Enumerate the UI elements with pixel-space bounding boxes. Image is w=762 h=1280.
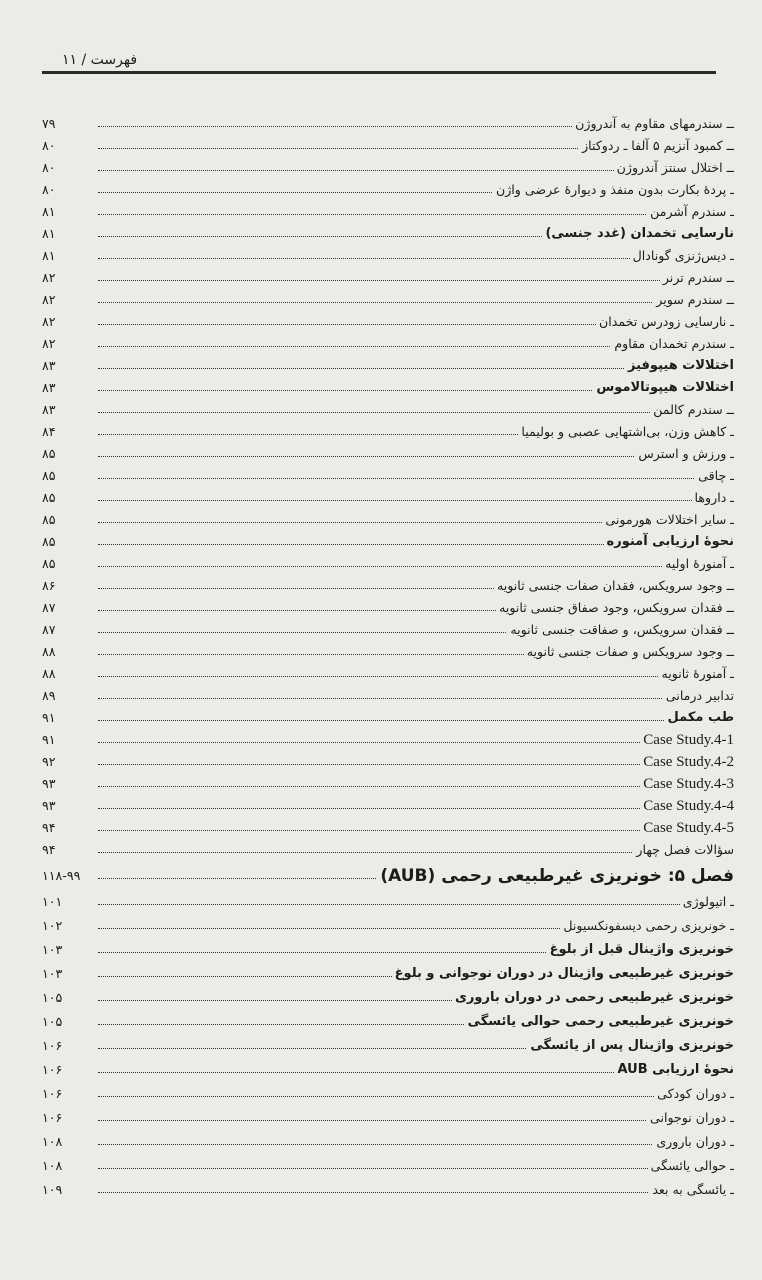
toc-section-heading bbox=[0, 987, 762, 1009]
toc-section-heading bbox=[0, 939, 762, 961]
toc-entry-page: ۸۴ bbox=[42, 421, 59, 443]
toc-entry bbox=[0, 267, 762, 289]
toc-entry-title: ـ سایر اختلالات هورمونی bbox=[602, 509, 734, 531]
toc-entry bbox=[0, 641, 762, 663]
dot-leader bbox=[98, 904, 734, 905]
toc-entry bbox=[0, 333, 762, 355]
toc-section-heading bbox=[0, 1011, 762, 1033]
dot-leader bbox=[98, 280, 734, 281]
toc-entry-title: ـ دوران باروری bbox=[653, 1131, 734, 1153]
toc-entry-page: ۸۸ bbox=[42, 663, 59, 685]
toc-entry-page: ۸۰ bbox=[42, 179, 59, 201]
dot-leader bbox=[98, 1144, 734, 1145]
dot-leader bbox=[98, 698, 734, 699]
dot-leader bbox=[98, 742, 734, 743]
toc-entry-page: ۸۲ bbox=[42, 267, 59, 289]
toc-entry-page: ۸۵ bbox=[42, 509, 59, 531]
toc-entry bbox=[0, 619, 762, 641]
toc-entry-title: ــ وجود سرویکس و صفات جنسی ثانویه bbox=[524, 641, 734, 663]
toc-entry-title: Case Study.4-2 bbox=[640, 751, 734, 773]
toc-entry-title: خونریزی واژینال قبل از بلوغ bbox=[547, 939, 734, 961]
dot-leader bbox=[98, 720, 734, 721]
toc-entry-page: ۹۲ bbox=[42, 751, 59, 773]
toc-entry bbox=[0, 1131, 762, 1153]
toc-entry-page: ۸۰ bbox=[42, 157, 59, 179]
toc-entry bbox=[0, 179, 762, 201]
toc-entry-page: ۸۰ bbox=[42, 135, 59, 157]
toc-entry-page: ۹۴ bbox=[42, 839, 59, 861]
toc-entry bbox=[0, 245, 762, 267]
toc-entry-title: ــ سندرم کالمن bbox=[650, 399, 734, 421]
toc-entry-title: ـ اتیولوژی bbox=[680, 891, 734, 913]
toc-section-heading bbox=[0, 1035, 762, 1057]
toc-entry-title: ـ چاقی bbox=[695, 465, 734, 487]
toc-section-heading bbox=[0, 1059, 762, 1081]
toc-entry bbox=[0, 1107, 762, 1129]
toc-entry bbox=[0, 443, 762, 465]
dot-leader bbox=[98, 1192, 734, 1193]
toc-entry-title: ـ ورزش و استرس bbox=[635, 443, 734, 465]
toc-entry-title: ــ کمبود آنزیم ۵ آلفا ـ ردوکتاز bbox=[579, 135, 734, 157]
toc-entry-title: خونریزی غیرطبیعی رحمی در دوران باروری bbox=[452, 987, 734, 1009]
toc-entry-page: ۱۱۸-۹۹ bbox=[42, 865, 83, 887]
toc-entry bbox=[0, 575, 762, 597]
toc-entry bbox=[0, 729, 762, 751]
toc-entry bbox=[0, 553, 762, 575]
toc-entry-title: Case Study.4-4 bbox=[640, 795, 734, 817]
toc-entry-page: ۱۰۱ bbox=[42, 891, 65, 913]
toc-entry-page: ۹۳ bbox=[42, 773, 59, 795]
toc-entry-page: ۸۳ bbox=[42, 399, 59, 421]
toc-section-heading bbox=[0, 707, 762, 729]
toc-entry bbox=[0, 663, 762, 685]
dot-leader bbox=[98, 808, 734, 809]
toc-entry-title: ـ خونریزی رحمی دیسفونکسیونل bbox=[560, 915, 734, 937]
toc-entry-title: ـ سندرم آشرمن bbox=[647, 201, 734, 223]
toc-entry-page: ۱۰۸ bbox=[42, 1155, 65, 1177]
header-rule bbox=[42, 71, 716, 74]
toc-entry bbox=[0, 113, 762, 135]
toc-entry-title: نحوهٔ ارزیابی AUB bbox=[615, 1059, 735, 1081]
dot-leader bbox=[98, 830, 734, 831]
toc-entry bbox=[0, 839, 762, 861]
toc-entry-page: ۹۳ bbox=[42, 795, 59, 817]
toc-entry-page: ۸۶ bbox=[42, 575, 59, 597]
toc-entry-page: ۸۲ bbox=[42, 289, 59, 311]
toc-entry bbox=[0, 311, 762, 333]
toc-entry-title: ــ سندرم سویر bbox=[653, 289, 734, 311]
toc-entry bbox=[0, 421, 762, 443]
toc-entry-title: ـ داروها bbox=[692, 487, 734, 509]
toc-entry bbox=[0, 289, 762, 311]
toc-entry-page: ۹۱ bbox=[42, 707, 59, 729]
toc-entry-title: ـ یائسگی به بعد bbox=[649, 1179, 734, 1201]
toc-entry-title: ـ حوالی یائسگی bbox=[648, 1155, 734, 1177]
toc-entry-title: خونریزی غیرطبیعی رحمی حوالی یائسگی bbox=[465, 1011, 734, 1033]
toc-section-heading bbox=[0, 963, 762, 985]
toc-entry-page: ۸۵ bbox=[42, 531, 59, 553]
toc-section-heading bbox=[0, 377, 762, 399]
toc-entry-title: ـ آمنورهٔ اولیه bbox=[662, 553, 734, 575]
toc-entry-title: خونریزی غیرطبیعی واژینال در دوران نوجوانی و بلوغ bbox=[392, 963, 734, 985]
toc-entry bbox=[0, 773, 762, 795]
dot-leader bbox=[98, 786, 734, 787]
toc-entry-page: ۸۵ bbox=[42, 487, 59, 509]
toc-entry-title: ــ سندرمهای مقاوم به آندروژن bbox=[572, 113, 734, 135]
toc-entry bbox=[0, 201, 762, 223]
toc-entry-title: تدابیر درمانی bbox=[663, 685, 734, 707]
toc-entry-title: اختلالات هیپوفیز bbox=[625, 355, 734, 377]
toc-entry-title: ــ اختلال سنتز آندروژن bbox=[614, 157, 734, 179]
dot-leader bbox=[98, 302, 734, 303]
toc-chapter-heading bbox=[0, 865, 762, 887]
toc-entry-page: ۱۰۵ bbox=[42, 1011, 65, 1033]
dot-leader bbox=[98, 1096, 734, 1097]
toc-section-heading bbox=[0, 531, 762, 553]
toc-section-heading bbox=[0, 223, 762, 245]
toc-entry-title: ـ دوران کودکی bbox=[654, 1083, 734, 1105]
toc-entry bbox=[0, 399, 762, 421]
toc-entry-title: ـ نارسایی زودرس تخمدان bbox=[596, 311, 734, 333]
toc-entry-page: ۱۰۶ bbox=[42, 1059, 65, 1081]
toc-entry bbox=[0, 751, 762, 773]
toc-entry bbox=[0, 1083, 762, 1105]
dot-leader bbox=[98, 412, 734, 413]
toc-entry-page: ۷۹ bbox=[42, 113, 59, 135]
dot-leader bbox=[98, 676, 734, 677]
toc-entry-page: ۱۰۶ bbox=[42, 1035, 65, 1057]
page-header bbox=[62, 52, 706, 68]
toc-entry bbox=[0, 465, 762, 487]
toc-entry-page: ۸۳ bbox=[42, 377, 59, 399]
toc-entry-page: ۱۰۸ bbox=[42, 1131, 65, 1153]
toc-entry-page: ۱۰۵ bbox=[42, 987, 65, 1009]
toc-entry-title: ـ دوران نوجوانی bbox=[647, 1107, 734, 1129]
toc-entry bbox=[0, 915, 762, 937]
header-title: فهرست / ۱۱ bbox=[62, 52, 138, 68]
toc-entry bbox=[0, 509, 762, 531]
toc-entry-page: ۸۳ bbox=[42, 355, 59, 377]
toc-entry-page: ۹۴ bbox=[42, 817, 59, 839]
dot-leader bbox=[98, 1168, 734, 1169]
dot-leader bbox=[98, 500, 734, 501]
toc-entry bbox=[0, 157, 762, 179]
toc-entry-page: ۸۱ bbox=[42, 201, 59, 223]
toc-entry-page: ۹۱ bbox=[42, 729, 59, 751]
toc-entry-title: ـ آمنورهٔ ثانویه bbox=[658, 663, 734, 685]
toc-entry-page: ۸۲ bbox=[42, 333, 59, 355]
toc-entry-title: خونریزی واژینال پس از یائسگی bbox=[527, 1035, 734, 1057]
toc-entry bbox=[0, 487, 762, 509]
toc-entry-title: Case Study.4-5 bbox=[640, 817, 734, 839]
toc-entry-page: ۱۰۳ bbox=[42, 963, 65, 985]
toc-entry-title: Case Study.4-3 bbox=[640, 773, 734, 795]
toc-entry-page: ۱۰۶ bbox=[42, 1083, 65, 1105]
toc-entry-page: ۸۱ bbox=[42, 245, 59, 267]
toc-entry-title: اختلالات هیپوتالاموس bbox=[593, 377, 734, 399]
toc-section-heading bbox=[0, 355, 762, 377]
dot-leader bbox=[98, 1120, 734, 1121]
toc-entry-title: ـ کاهش وزن، بی‌اشتهایی عصبی و بولیمیا bbox=[518, 421, 734, 443]
toc-entry-title: ـ پردهٔ بکارت بدون منفذ و دیوارهٔ عرضی واژن bbox=[493, 179, 734, 201]
toc-entry bbox=[0, 817, 762, 839]
toc-entry-title: Case Study.4-1 bbox=[640, 729, 734, 751]
toc-entry-title: ــ وجود سرویکس، فقدان صفات جنسی ثانویه bbox=[494, 575, 734, 597]
dot-leader bbox=[98, 478, 734, 479]
toc-entry-page: ۸۵ bbox=[42, 553, 59, 575]
toc-entry-page: ۸۱ bbox=[42, 223, 59, 245]
toc-entry-page: ۸۷ bbox=[42, 597, 59, 619]
toc-entry-page: ۸۵ bbox=[42, 443, 59, 465]
dot-leader bbox=[98, 764, 734, 765]
toc-entry-page: ۱۰۹ bbox=[42, 1179, 65, 1201]
toc-entry-page: ۸۸ bbox=[42, 641, 59, 663]
dot-leader bbox=[98, 214, 734, 215]
toc-entry-title: نارسایی تخمدان (غدد جنسی) bbox=[542, 223, 734, 245]
toc-entry-title: ــ سندرم ترنر bbox=[660, 267, 734, 289]
toc-entry-title: نحوهٔ ارزیابی آمنوره bbox=[604, 531, 734, 553]
toc-entry-page: ۸۷ bbox=[42, 619, 59, 641]
toc-entry bbox=[0, 1155, 762, 1177]
toc-entry-page: ۸۲ bbox=[42, 311, 59, 333]
toc-entry-page: ۸۵ bbox=[42, 465, 59, 487]
toc-entry-page: ۱۰۳ bbox=[42, 939, 65, 961]
toc-entry-title: ـ سندرم تخمدان مقاوم bbox=[611, 333, 734, 355]
toc-entry-page: ۱۰۶ bbox=[42, 1107, 65, 1129]
toc-entry bbox=[0, 795, 762, 817]
toc-entry bbox=[0, 1179, 762, 1201]
toc-entry bbox=[0, 597, 762, 619]
toc-entry-title: فصل ۵: خونریزی غیرطبیعی رحمی (AUB) bbox=[377, 865, 734, 887]
dot-leader bbox=[98, 566, 734, 567]
toc-entry bbox=[0, 891, 762, 913]
toc-entry-page: ۱۰۲ bbox=[42, 915, 65, 937]
toc-entry bbox=[0, 685, 762, 707]
toc-entry-title: ـ دیس‌ژنزی گونادال bbox=[630, 245, 734, 267]
toc-entry-title: ــ فقدان سرویکس، و صفاقت جنسی ثانویه bbox=[507, 619, 734, 641]
toc-entry-title: سؤالات فصل چهار bbox=[633, 839, 734, 861]
toc-entry-title: ــ فقدان سرویکس، وجود صفاق جنسی ثانویه bbox=[496, 597, 734, 619]
toc-entry bbox=[0, 135, 762, 157]
toc-entry-page: ۸۹ bbox=[42, 685, 59, 707]
toc-entry-title: طب مکمل bbox=[665, 707, 734, 729]
